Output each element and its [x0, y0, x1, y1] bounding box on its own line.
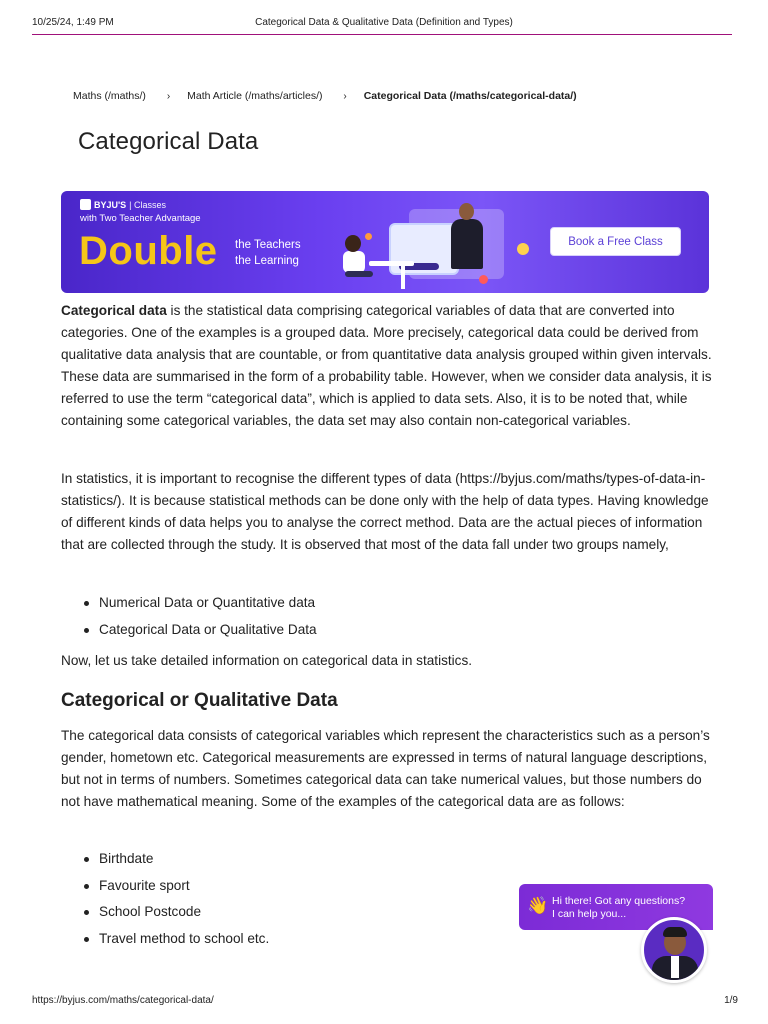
- data-groups-list: [61, 590, 317, 643]
- breadcrumb-separator: ›: [166, 91, 171, 102]
- avatar-shirt: [671, 956, 679, 978]
- brand-sub: | Classes: [129, 199, 167, 210]
- banner-tagline: with Two Teacher Advantage: [80, 213, 201, 224]
- banner-subheadline: [235, 237, 301, 269]
- types-paragraph: In statistics, it is important to recognise the different types of data (https://byjus.com/maths/types-of-data-in-statistics/). It is because statistical methods can be done only with the help of data types. Having knowledge of different kinds of data helps you to analyse the correct method. Data are the actual pieces of information that are collected through the study. It is observed that most of the data fall under two groups namely,: [61, 471, 709, 552]
- list-item: Birthdate: [61, 846, 269, 873]
- list-item: Travel method to school etc.: [61, 926, 269, 953]
- intro-bold-lead: Categorical data: [61, 303, 167, 318]
- section-heading: Categorical or Qualitative Data: [61, 690, 338, 711]
- list-item: Favourite sport: [61, 873, 269, 900]
- avatar-hair: [663, 927, 687, 937]
- print-page-title: Categorical Data & Qualitative Data (Definition and Types): [255, 17, 513, 28]
- chat-line-1: Hi there! Got any questions?: [552, 895, 686, 907]
- promo-banner[interactable]: [61, 191, 709, 293]
- desk: [369, 261, 414, 266]
- print-datetime: 10/25/24, 1:49 PM: [32, 17, 114, 28]
- page-title: Categorical Data: [78, 128, 259, 155]
- chat-line-2: I can help you...: [552, 908, 627, 920]
- banner-subheadline-line1: the Teachers: [235, 239, 301, 251]
- brand-name: BYJU'S: [94, 199, 127, 210]
- print-page-number: 1/9: [724, 995, 738, 1006]
- breadcrumb-link-math-article[interactable]: Math Article (/maths/articles/): [187, 90, 323, 102]
- decor-ball-icon: [479, 275, 488, 284]
- print-url: https://byjus.com/maths/categorical-data/: [32, 995, 214, 1006]
- chat-agent-avatar[interactable]: [641, 917, 707, 983]
- byjus-logo-icon: [80, 199, 91, 210]
- transition-paragraph: Now, let us take detailed information on categorical data in statistics.: [61, 653, 473, 668]
- waving-hand-icon: 👋: [527, 896, 549, 915]
- brand-logo: [80, 199, 166, 210]
- teacher-figure: [449, 203, 485, 273]
- decor-ball-icon: [365, 233, 372, 240]
- banner-subheadline-line2: the Learning: [235, 255, 299, 267]
- list-item: Categorical Data or Qualitative Data: [61, 617, 317, 644]
- categorical-paragraph: The categorical data consists of categorical variables which represent the characteristics such as a person’s gender, hometown etc. Categorical measurements are expressed in terms of natural language descriptions, but not in terms of numbers. Sometimes categorical data can take numerical values, but those numbers do not have mathematical meaning. Some of the examples of the categorical data are as follows:: [61, 728, 710, 809]
- breadcrumb-current[interactable]: Categorical Data (/maths/categorical-data/): [363, 90, 577, 102]
- intro-paragraph: [61, 300, 716, 432]
- list-item: Numerical Data or Quantitative data: [61, 590, 317, 617]
- intro-text: is the statistical data comprising categorical variables of data that are converted into categories. One of the examples is a grouped data. More precisely, categorical data could be derived from qualitative data analysis that are countable, or from quantitative data analysis grouped within given intervals. These data are summarised in the form of a probability table. However, when we consider data analysis, it is referred to use the term “categorical data”, which is applied to data sets. Also, it is to be noted that, while containing some categorical variables, the data set may also contain non-categorical variables.: [61, 303, 712, 428]
- desk-leg: [401, 265, 405, 289]
- breadcrumb-separator: ›: [343, 91, 347, 102]
- breadcrumb-link-maths[interactable]: Maths (/maths/): [73, 90, 146, 102]
- header-divider: [32, 34, 732, 35]
- examples-list: [61, 846, 269, 952]
- breadcrumb: [73, 90, 577, 102]
- decor-ball-icon: [517, 243, 529, 255]
- banner-illustration: [339, 203, 539, 291]
- list-item: School Postcode: [61, 899, 269, 926]
- banner-headline: Double: [79, 229, 218, 273]
- book-free-class-button[interactable]: Book a Free Class: [550, 227, 681, 256]
